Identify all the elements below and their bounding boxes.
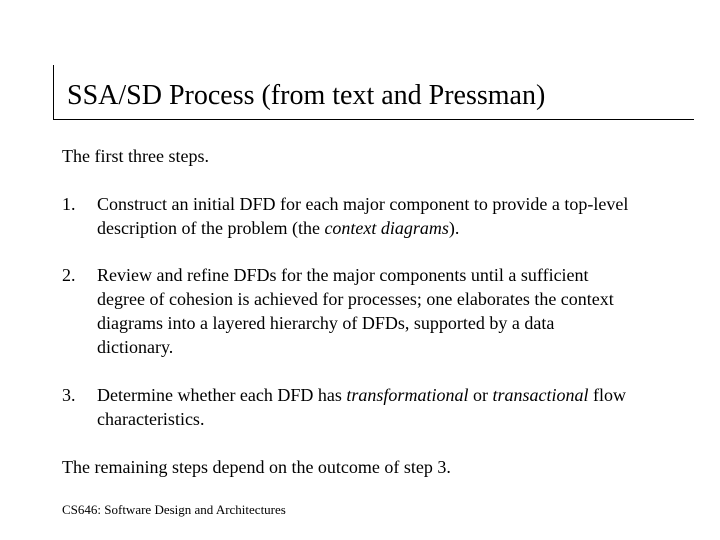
- title-vertical-rule: [53, 65, 54, 120]
- step-item-1: [62, 192, 632, 240]
- slide-title: SSA/SD Process (from text and Pressman): [67, 80, 546, 111]
- emphasis: context diagrams: [324, 218, 449, 238]
- step-item-2: [62, 263, 632, 359]
- step-number: 3.: [62, 385, 76, 405]
- step-text: Determine whether each DFD has transformational or transactional flow characteristics.: [97, 385, 626, 429]
- intro-text: The first three steps.: [62, 146, 209, 166]
- emphasis: transformational: [346, 385, 469, 405]
- emphasis: transactional: [492, 385, 589, 405]
- title-horizontal-rule: [53, 119, 694, 120]
- step-number: 2.: [62, 265, 76, 285]
- step-text: Review and refine DFDs for the major components until a sufficient degree of cohesion is achieved for processes; one elaborates the context diagrams into a layered hierarchy of DFDs, supported by a data dictionary.: [97, 265, 614, 357]
- step-text: Construct an initial DFD for each major component to provide a top-level description of the problem (the context diagrams).: [97, 194, 629, 238]
- step-item-3: [62, 383, 632, 431]
- footer-text: CS646: Software Design and Architectures: [62, 502, 286, 517]
- step-number: 1.: [62, 194, 76, 214]
- outro-text: The remaining steps depend on the outcome of step 3.: [62, 457, 451, 477]
